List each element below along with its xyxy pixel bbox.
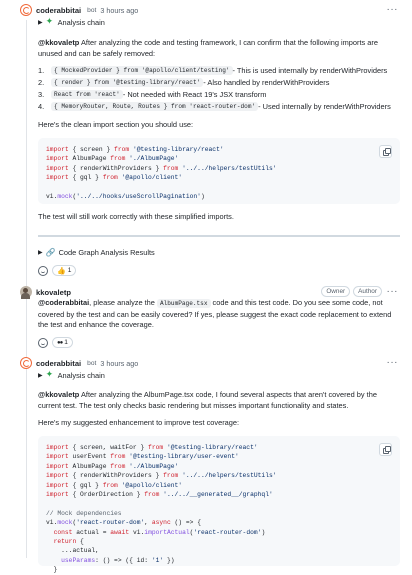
- sparkle-icon: [46, 18, 55, 27]
- comment-author[interactable]: coderabbitai: [36, 5, 82, 15]
- divider: [38, 235, 400, 237]
- sparkle-icon: [46, 371, 55, 380]
- suggest-label: Here's my suggested enhancement to improve test coverage:: [38, 418, 240, 427]
- reaction-count: 1: [67, 267, 72, 274]
- comment-author[interactable]: kkovaletp: [36, 287, 72, 297]
- code-block: [38, 138, 400, 204]
- reaction-bar: [38, 337, 73, 348]
- file-code: AlbumPage.tsx: [157, 299, 211, 308]
- copy-icon[interactable]: [379, 443, 392, 456]
- coderabbit-avatar[interactable]: [20, 4, 32, 16]
- reaction-count: 1: [64, 339, 68, 346]
- code-block: [38, 436, 400, 574]
- kebab-icon[interactable]: ···: [386, 357, 398, 368]
- comment-timestamp[interactable]: 3 hours ago: [100, 5, 139, 15]
- eyes-icon: ●●: [57, 339, 63, 346]
- comment-text: @kkovaletp After analyzing the AlbumPage.tsx code, I found several aspects that aren't covered by the current test. The test only checks basic rendering but misses important functionality and states.: [38, 390, 377, 410]
- analysis-chain-toggle[interactable]: [38, 371, 105, 380]
- code-content: import { screen } from '@testing-library/react' import AlbumPage from './AlbumPage' import { renderWithProviders } from '../../helpers/testUtils' import { gql } from '@apollo/client' vi.mock('../../hooks/useScrollPagination'): [46, 146, 277, 201]
- user-mention[interactable]: @coderabbitai: [38, 298, 90, 307]
- clean-imports-label: Here's the clean import section you should use:: [38, 120, 194, 129]
- list-item: 3. React from 'react' - Not needed with React 19's JSX transform: [38, 89, 267, 99]
- closing-text: The test will still work correctly with these simplified imports.: [38, 212, 234, 221]
- triangle-right-icon: ▶: [38, 20, 43, 26]
- user-mention[interactable]: @kkovaletp: [38, 390, 80, 399]
- list-item: 4. { MemoryRouter, Route, Routes } from 'react-router-dom' - Used internally by renderWithProviders: [38, 101, 391, 111]
- analysis-chain-toggle[interactable]: [38, 18, 105, 27]
- kebab-icon[interactable]: ···: [386, 4, 398, 15]
- comment-timestamp[interactable]: 3 hours ago: [100, 358, 139, 368]
- reaction-bar: [38, 265, 76, 276]
- triangle-right-icon: ▶: [38, 373, 43, 379]
- unused-imports-list: [38, 65, 404, 112]
- code-content: import { screen, waitFor } from '@testing-library/react' import userEvent from '@testing-library/user-event' import AlbumPage from './AlbumPage' import { renderWithProviders } from '../../helpers/testUtils' import { gql } from '@apollo/client' import { OrderDirection } from '../../__generated__/graphql' // Mock dependencies vi.mock('react-router-dom', async () => { const actual = await vi.importActual('react-router-dom') return { ...actual, useParams: () => ({ id: '1' }) }: [46, 444, 277, 574]
- list-item: 1. { MockedProvider } from '@apollo/client/testing' - This is used internally by renderWithProviders: [38, 66, 388, 76]
- thumbs-up-reaction[interactable]: [52, 265, 76, 276]
- comment-text: @kkovaletp After analyzing the code and testing framework, I can confirm that the following imports are unused and can be safely removed:: [38, 38, 378, 58]
- comment-text: @coderabbitai, please analyze the AlbumPage.tsx code and this test code. Do you see some code, not covered by the test and can be easily covered? If yes, please suggest the exact code replacement to extend the test and enhance the coverage.: [38, 298, 392, 330]
- eyes-reaction[interactable]: [52, 337, 73, 348]
- user-avatar[interactable]: [20, 286, 32, 298]
- user-mention[interactable]: @kkovaletp: [38, 38, 80, 47]
- comment-author[interactable]: coderabbitai: [36, 358, 82, 368]
- bot-label: bot: [87, 359, 97, 367]
- code-graph-toggle[interactable]: [38, 248, 155, 257]
- coderabbit-avatar[interactable]: [20, 357, 32, 369]
- code-graph-label: Code Graph Analysis Results: [58, 248, 155, 257]
- list-item: 2. { render } from '@testing-library/react' - Also handled by renderWithProviders: [38, 78, 330, 88]
- smile-icon[interactable]: [38, 338, 48, 348]
- smile-icon[interactable]: [38, 266, 48, 276]
- author-badges: [321, 286, 382, 297]
- analysis-chain-label: Analysis chain: [57, 371, 105, 380]
- link-icon: 🔗: [45, 248, 56, 257]
- analysis-chain-label: Analysis chain: [57, 18, 105, 27]
- thumbs-up-icon: 👍: [57, 267, 66, 275]
- triangle-right-icon: ▶: [38, 250, 43, 256]
- bot-label: bot: [87, 6, 97, 14]
- author-badge: Author: [353, 286, 382, 297]
- owner-badge: Owner: [321, 286, 350, 297]
- kebab-icon[interactable]: ···: [386, 286, 398, 297]
- copy-icon[interactable]: [379, 145, 392, 158]
